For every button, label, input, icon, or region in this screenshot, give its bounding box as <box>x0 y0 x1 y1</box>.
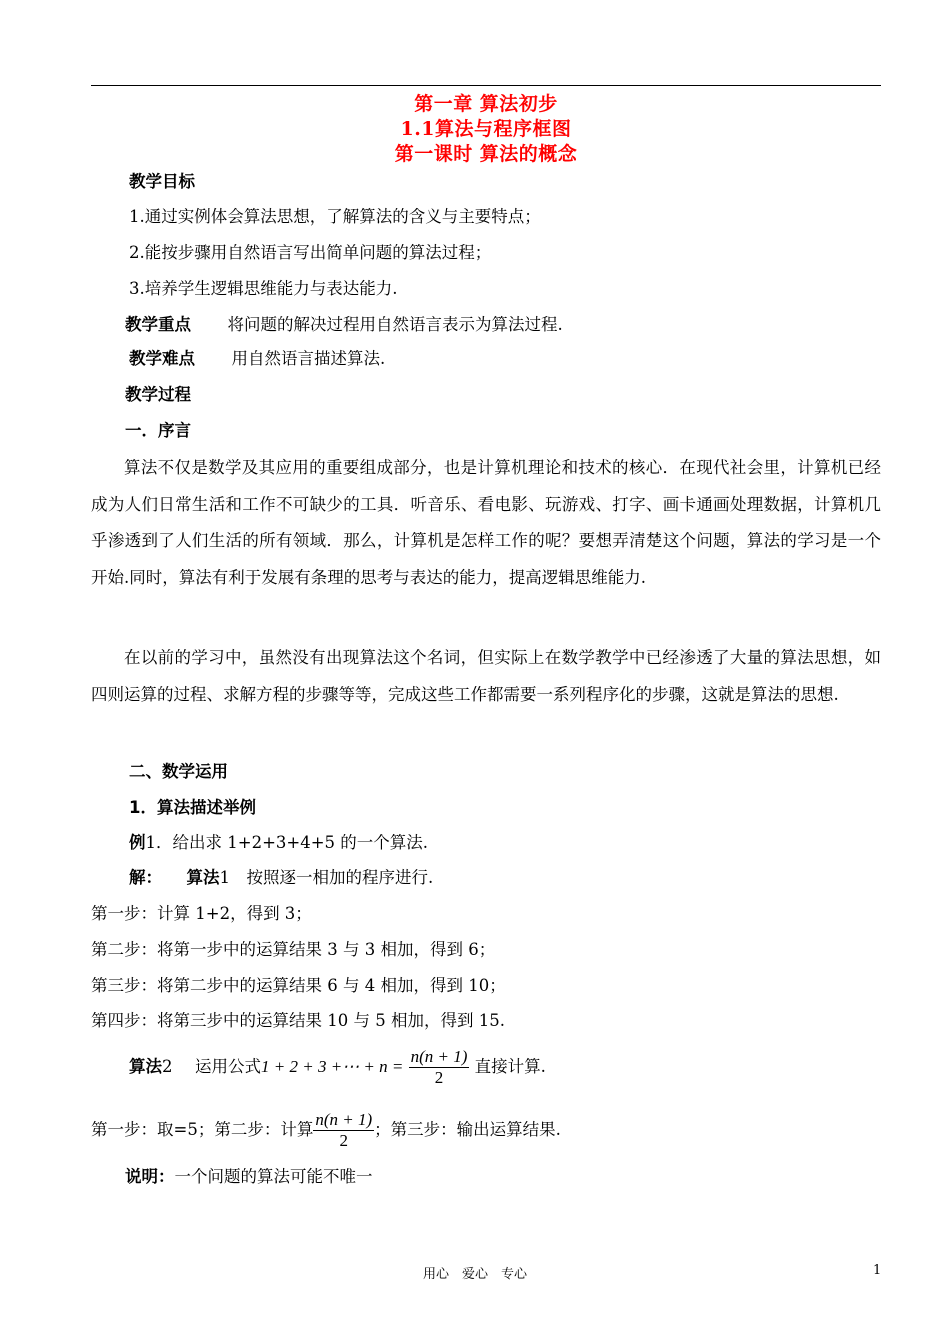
difficult-point-text: 用自然语言描述算法. <box>231 349 386 368</box>
note-text: 一个问题的算法可能不唯一 <box>174 1167 373 1186</box>
difficult-point-label: 教学难点 <box>129 349 195 368</box>
steps-fraction <box>313 1110 374 1151</box>
goal-item-2: 2.能按步骤用自然语言写出简单问题的算法过程； <box>129 243 492 262</box>
difficult-point <box>129 348 385 370</box>
key-point <box>125 314 563 336</box>
key-point-text: 将问题的解决过程用自然语言表示为算法过程. <box>227 315 563 334</box>
formula-lhs: 1 + 2 + 3 +⋯ + n = <box>261 1057 404 1076</box>
algo2-prefix: 运用公式 <box>195 1057 261 1076</box>
algo2-steps-prefix: 第一步：取=5；第二步：计算 <box>91 1120 314 1139</box>
formula-fraction <box>409 1047 470 1088</box>
goals-heading: 教学目标 <box>129 172 195 191</box>
solution-label: 解： <box>129 868 162 887</box>
example-text: 1．给出求 1+2+3+4+5 的一个算法. <box>145 833 429 852</box>
title-block <box>91 92 881 167</box>
algo2-line <box>129 1045 546 1089</box>
algo1-text: 1 按照逐一相加的程序进行. <box>219 868 434 887</box>
key-point-label: 教学重点 <box>125 315 191 334</box>
algo2-steps <box>91 1108 561 1152</box>
section2-heading: 二、数学运用 <box>129 762 228 781</box>
formula-numerator: n(n + 1) <box>410 1047 468 1066</box>
goal-item-1: 1.通过实例体会算法思想，了解算法的含义与主要特点； <box>129 207 541 226</box>
chapter-title: 第一章 算法初步 <box>414 93 558 115</box>
step-2: 第二步：将第一步中的运算结果 3 与 3 相加，得到 6； <box>91 940 496 959</box>
steps-denominator: 2 <box>339 1131 348 1150</box>
section1-heading: 一．序言 <box>125 421 191 440</box>
intro-paragraph-1: 算法不仅是数学及其应用的重要组成部分，也是计算机理论和技术的核心．在现代社会里，计算机已经成为人们日常生活和工作不可缺少的工具．听音乐、看电影、玩游戏、打字、画卡通画处理数据，计算机几乎渗透到了人们生活的所有领域．那么，计算机是怎样工作的呢？要想弄清楚这个问题，算法的学习是一个开始.同时，算法有利于发展有条理的思考与表达的能力，提高逻辑思维能力. <box>91 458 881 587</box>
example-1 <box>129 832 428 854</box>
note-label: 说明： <box>125 1167 175 1186</box>
goal-item-3: 3.培养学生逻辑思维能力与表达能力. <box>129 279 398 298</box>
solution-line <box>129 867 433 889</box>
algo2-suffix: 直接计算. <box>474 1057 546 1076</box>
step-3: 第三步：将第二步中的运算结果 6 与 4 相加，得到 10； <box>91 976 506 995</box>
algo2-num: 2 <box>162 1057 173 1076</box>
step-4: 第四步：将第三步中的运算结果 10 与 5 相加，得到 15. <box>91 1011 505 1030</box>
note-line <box>125 1166 373 1188</box>
step-1: 第一步：计算 1+2，得到 3； <box>91 904 312 923</box>
algo1-label: 算法 <box>186 868 220 887</box>
page-number: 1 <box>873 1263 882 1278</box>
algo2-steps-suffix: ；第三步：输出运算结果. <box>374 1120 561 1139</box>
subsection-heading: 1．算法描述举例 <box>129 798 256 817</box>
steps-numerator: n(n + 1) <box>315 1110 373 1129</box>
header-rule <box>91 85 881 86</box>
process-heading: 教学过程 <box>125 385 191 404</box>
lesson-title: 第一课时 算法的概念 <box>394 143 578 165</box>
example-label: 例 <box>129 833 146 852</box>
formula-denominator: 2 <box>434 1068 444 1087</box>
section-title: 1.1算法与程序框图 <box>400 118 572 140</box>
footer-text: 用心 爱心 专心 <box>422 1267 527 1282</box>
algo2-label: 算法 <box>129 1057 162 1076</box>
intro-paragraph-2: 在以前的学习中，虽然没有出现算法这个名词，但实际上在数学教学中已经渗透了大量的算法思想，如四则运算的过程、求解方程的步骤等等，完成这些工作都需要一系列程序化的步骤，这就是算法的思想. <box>91 648 881 704</box>
